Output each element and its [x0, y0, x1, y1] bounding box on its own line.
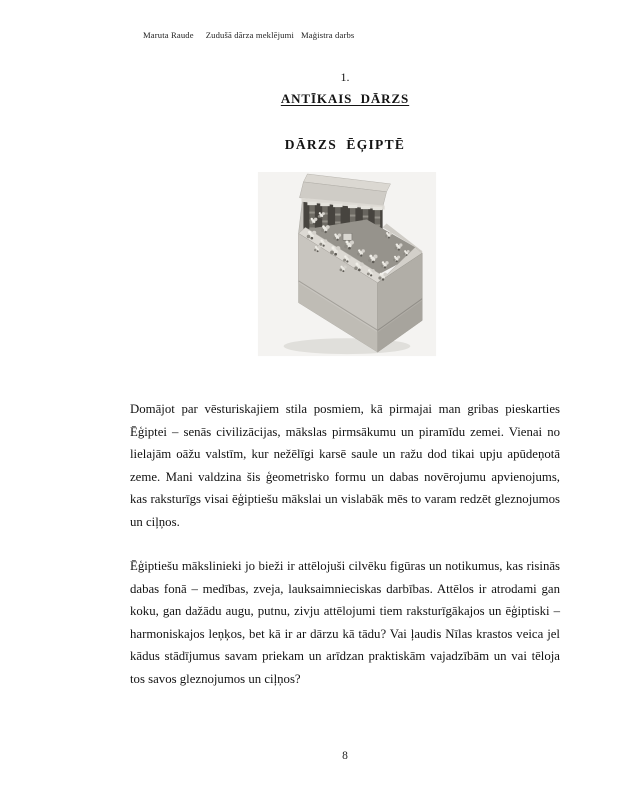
paragraph-2: Ēģiptiešu mākslinieki jo bieži ir attēlojuši cilvēku figūras un notikumus, kas risinās dabas fonā – medības, zveja, lauksaimnieciskas darbības. Attēlos ir atrodami gan koku, gan dažādu augu, putnu, zivju attēlojumi tiem raksturīgākajos un ēģiptiski – harmoniskajos leņķos, bet kā ir ar dārzu kā tādu? Vai ļaudis Nīlas krastos veica jel kādus stādījumus savam priekam un arīdzan praktiskām vajadzībām un vai tēloja tos savos gleznojumos un ciļņos? [130, 559, 560, 686]
paragraph-1: Domājot par vēsturiskajiem stila posmiem, kā pirmajai man gribas pieskarties Ēģiptei – senās civilizācijas, mākslas pirmsākumu un piramīdu zemei. Vienai no lielajām oāžu valstīm, kur nežēlīgi karsē saule un ražu dod tikai upju apūdeņotā zeme. Mani valdzina šis ģeometrisko formu un dabas novērojumu apvienojums, kas raksturīgs visai ēģiptiešu mākslai un vislabāk mēs to varam redzēt gleznojumos un ciļņos. [130, 402, 560, 529]
header-author: Maruta Raude [143, 30, 194, 40]
section-title: DĀRZS ĒĢIPTĒ [284, 137, 406, 152]
page-number: 8 [342, 750, 348, 762]
chapter-title: ANTĪKAIS DĀRZS [280, 91, 410, 106]
pool-shrine [343, 233, 352, 240]
garden-model-illustration [247, 172, 443, 362]
header-work-title: Zudušā dārza meklējumi [205, 30, 294, 40]
header-work-type: Maģistra darbs [301, 30, 355, 40]
running-header [143, 30, 354, 40]
chapter-number: 1. [340, 70, 350, 84]
garden-model-photo [130, 172, 560, 367]
page-content [130, 64, 560, 690]
